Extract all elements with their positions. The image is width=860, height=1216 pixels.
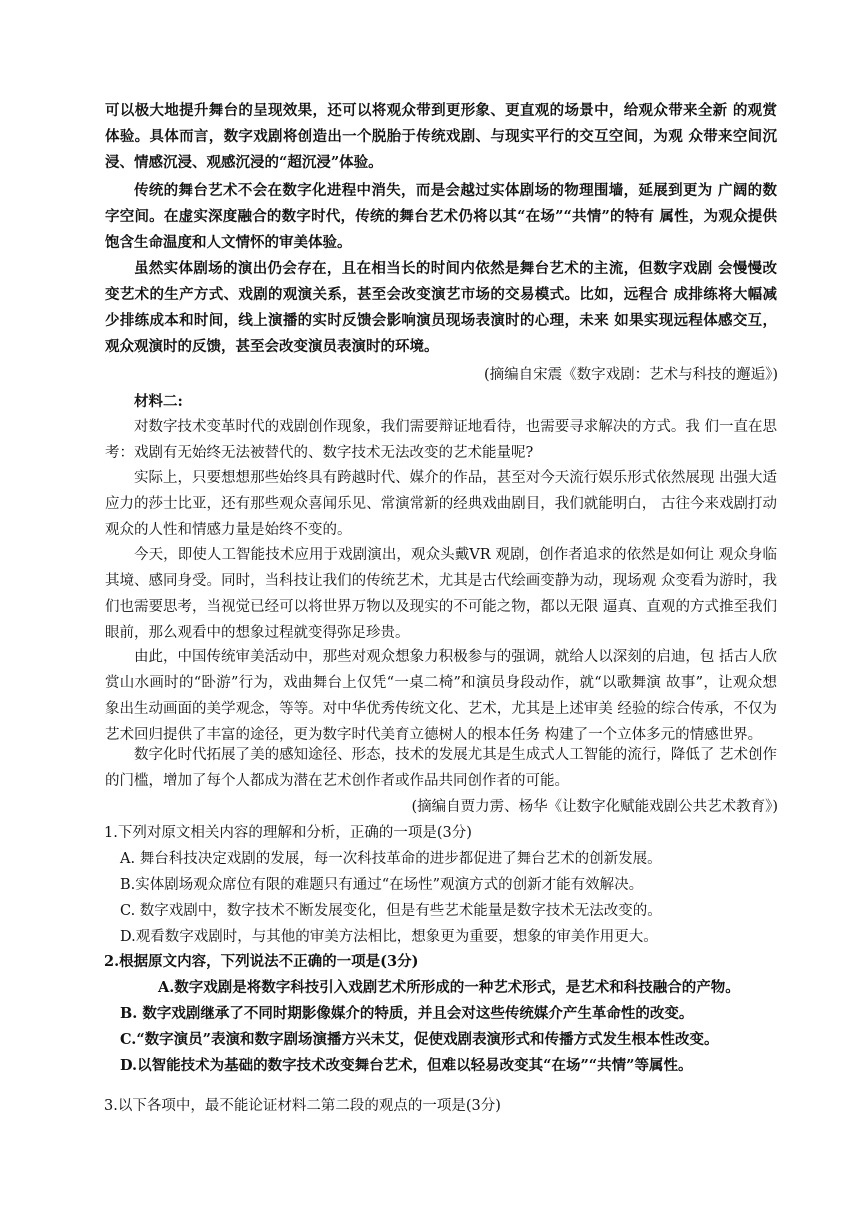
question-2-stem: 2.根据原文内容，下列说法不正确的一项是(3分) [104,953,419,970]
material1-paragraph-2: 传统的舞台艺术不会在数字化进程中消失，而是会越过实体剧场的物理围墙，延展到更为 广阔的数字空间。在虚实深度融合的数字时代，传统的舞台艺术仍将以其“在场”“共情”的特有 属性，为观众提供饱含生命温度和人文情怀的审美体验。 [105,182,777,251]
question-2-option-b: B. 数字戏剧继承了不同时期影像媒介的特质，并且会对这些传统媒介产生革命性的改变。 [120,1005,694,1022]
material2-source: (摘编自贾力雳、杨华《让数字化赋能戏剧公共艺术教育》) [411,799,778,815]
question-1-option-d: D.观看数字戏剧时，与其他的审美方法相比，想象更为重要，想象的审美作用更大。 [120,929,658,945]
material1-paragraph-3: 虽然实体剧场的演出仍会存在，且在相当长的时间内依然是舞台艺术的主流，但数字戏剧 会慢慢改变艺术的生产方式、戏剧的观演关系，甚至会改变演艺市场的交易模式。比如，远程合 成排练将大幅减少排练成本和时间，线上演播的实时反馈会影响演员现场表演时的心理，未来 如果实现远程体感交互，观众观演时的反馈，甚至会改变演员表演时的环境。 [105,260,777,355]
question-1-option-c: C. 数字戏剧中，数字技术不断发展变化，但是有些艺术能量是数字技术无法改变的。 [120,903,662,919]
question-2-option-d: D.以智能技术为基础的数字技术改变舞台艺术，但难以轻易改变其“在场”“共情”等属性。 [120,1057,693,1074]
material2-paragraph-5: 数字化时代拓展了美的感知途径、形态，技术的发展尤其是生成式人工智能的流行，降低了 艺术创作的门槛，增加了每个人都成为潜在艺术创作者或作品共同创作者的可能。 [105,747,777,789]
question-1-option-b: B.实体剧场观众席位有限的难题只有通过“在场性”观演方式的创新才能有效解决。 [120,877,644,893]
material2-paragraph-4: 由此，中国传统审美活动中，那些对观众想象力积极参与的强调，就给人以深刻的启迪，包 括古人欣赏山水画时的“卧游”行为，戏曲舞台上仅凭“一桌二椅”和演员身段动作，就“以歌舞演 故事”，让观众想象出生动画面的美学观念，等等。对中华优秀传统文化、艺术，尤其是上述审美 经验的综合传承，不仅为艺术回归提供了丰富的途径，更为数字时代美育立德树人的根本任务 构建了一个立体多元的情感世界。 [105,649,777,743]
material2-paragraph-1: 对数字技术变革时代的戏剧创作现象，我们需要辩证地看待，也需要寻求解决的方式。我 们一直在思考：戏剧有无始终无法被替代的、数字技术无法改变的艺术能量呢? [105,419,777,461]
question-2-option-a: A.数字戏剧是将数字科技引入戏剧艺术所形成的一种艺术形式，是艺术和科技融合的产物。 [158,979,740,996]
material2-heading: 材料二: [134,393,183,410]
question-1-option-a: A. 舞台科技决定戏剧的发展，每一次科技革命的进步都促进了舞台艺术的创新发展。 [120,851,662,867]
question-3-stem: 3.以下各项中，最不能论证材料二第二段的观点的一项是(3分) [104,1098,501,1114]
material2-paragraph-2: 实际上，只要想想那些始终具有跨越时代、媒介的作品，甚至对今天流行娱乐形式依然展现 出强大适应力的莎士比亚，还有那些观众喜闻乐见、常演常新的经典戏曲剧目，我们就能明白， 古往今来戏剧打动观众的人性和情感力量是始终不变的。 [105,470,777,538]
material1-paragraph-1: 可以极大地提升舞台的呈现效果，还可以将观众带到更形象、更直观的场景中，给观众带来全新 的观赏体验。具体而言，数字戏剧将创造出一个脱胎于传统戏剧、与现实平行的交互空间，为观 众带来空间沉浸、情感沉浸、观感沉浸的“超沉浸”体验。 [105,102,777,171]
question-2-option-c: C.“数字演员”表演和数字剧场演播方兴未艾，促使戏剧表演形式和传播方式发生根本性改变。 [120,1031,719,1048]
material2-paragraph-3: 今天，即使人工智能技术应用于戏剧演出，观众头戴VR 观剧，创作者追求的依然是如何让 观众身临其境、感同身受。同时，当科技让我们的传统艺术，尤其是古代绘画变静为动，现场观 众变看为游时，我们也需要思考，当视觉已经可以将世界万物以及现实的不可能之物，都以无限 逼真、直观的方式推至我们眼前，那么观看中的想象过程就变得弥足珍贵。 [105,547,777,641]
material1-source: (摘编自宋震《数字戏剧：艺术与科技的邂逅》) [483,367,778,383]
question-1-stem: 1.下列对原文相关内容的理解和分析，正确的一项是(3分) [104,825,472,841]
